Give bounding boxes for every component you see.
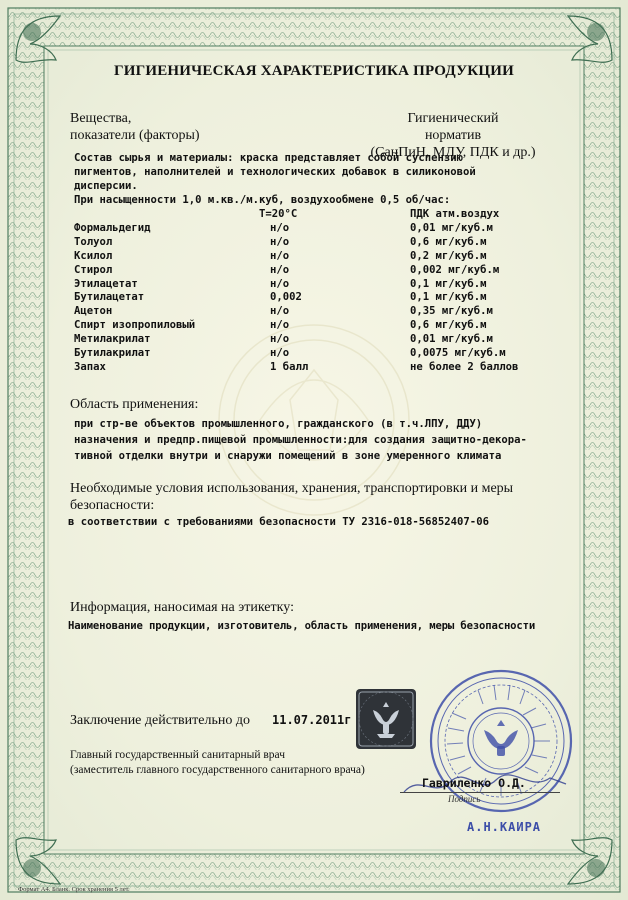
label-info-text: Наименование продукции, изготовитель, область применения, меры безопасности [68,620,536,632]
validity-label: Заключение действительно до [70,713,250,728]
table-header-temp: Т=20°С [259,208,298,220]
signatory-title: Главный государственный санитарный врач (заместитель главного государственного санитарного врача) [70,749,365,776]
signatory-name: Гавриленко О.Д. [422,776,526,790]
label-info-label: Информация, наносимая на этикетку: [70,600,294,615]
hologram-eagle-icon [355,688,417,750]
table-row: Этилацетат н/о 0,1 мг/куб.м [74,277,487,290]
signature-line [400,792,560,793]
conditions-label: Необходимые условия использования, хранения, транспортировки и меры безопасности: [70,481,514,513]
footer-note: Формат А4. Бланк. Срок хранения 5 лет. [18,886,130,893]
table-row: Бутилацетат 0,002 0,1 мг/куб.м [74,291,487,304]
table-header-norm: ПДК атм.воздух [410,208,500,220]
table-row: Метилакрилат н/о 0,01 мг/куб.м [74,333,493,346]
table-row: Ксилол н/о 0,2 мг/куб.м [74,249,487,262]
table-row: Бутилакрилат н/о 0,0075 мг/куб.м [74,347,506,360]
substance-table [74,222,544,375]
application-label: Область применения: [70,397,199,412]
stamp-name: А.Н.КАИРА [467,820,542,834]
composition-text: Состав сырья и материалы: краска представляет собой суспензию пигментов, наполнителей и технологических добавок в силиконовой дисперсии. При насыщенности 1,0 м.кв./м.куб, воздухообмене 0,5 об/час: [74,152,476,206]
application-text: при стр-ве объектов промышленного, гражданского (в т.ч.ЛПУ, ДДУ) назначения и предпр.пищевой промышленности:для создания защитно-декора- тивной отделки внутри и снаружи помещений в зоне умеренного климата [74,418,527,462]
table-row: Толуол н/о 0,6 мг/куб.м [74,235,487,248]
signature-caption: Подпись [448,794,481,804]
header-substances-label: Вещества, показатели (факторы) [70,111,200,143]
table-row: Стирол н/о 0,002 мг/куб.м [74,263,500,276]
table-row: Ацетон н/о 0,35 мг/куб.м [74,305,493,318]
table-row: Формальдегид н/о 0,01 мг/куб.м [74,222,493,234]
document-title: ГИГИЕНИЧЕСКАЯ ХАРАКТЕРИСТИКА ПРОДУКЦИИ [114,63,514,79]
validity-date: 11.07.2011г [272,713,352,727]
table-row: Запах 1 балл не более 2 баллов [74,360,519,373]
conditions-text: в соответствии с требованиями безопасности ТУ 2316-018-56852407-06 [68,516,489,528]
header-norm-label: Гигиенический норматив (СанПиН, МДУ, ПДК и др.) [370,111,536,160]
table-row: Спирт изопропиловый н/о 0,6 мг/куб.м [74,319,487,332]
